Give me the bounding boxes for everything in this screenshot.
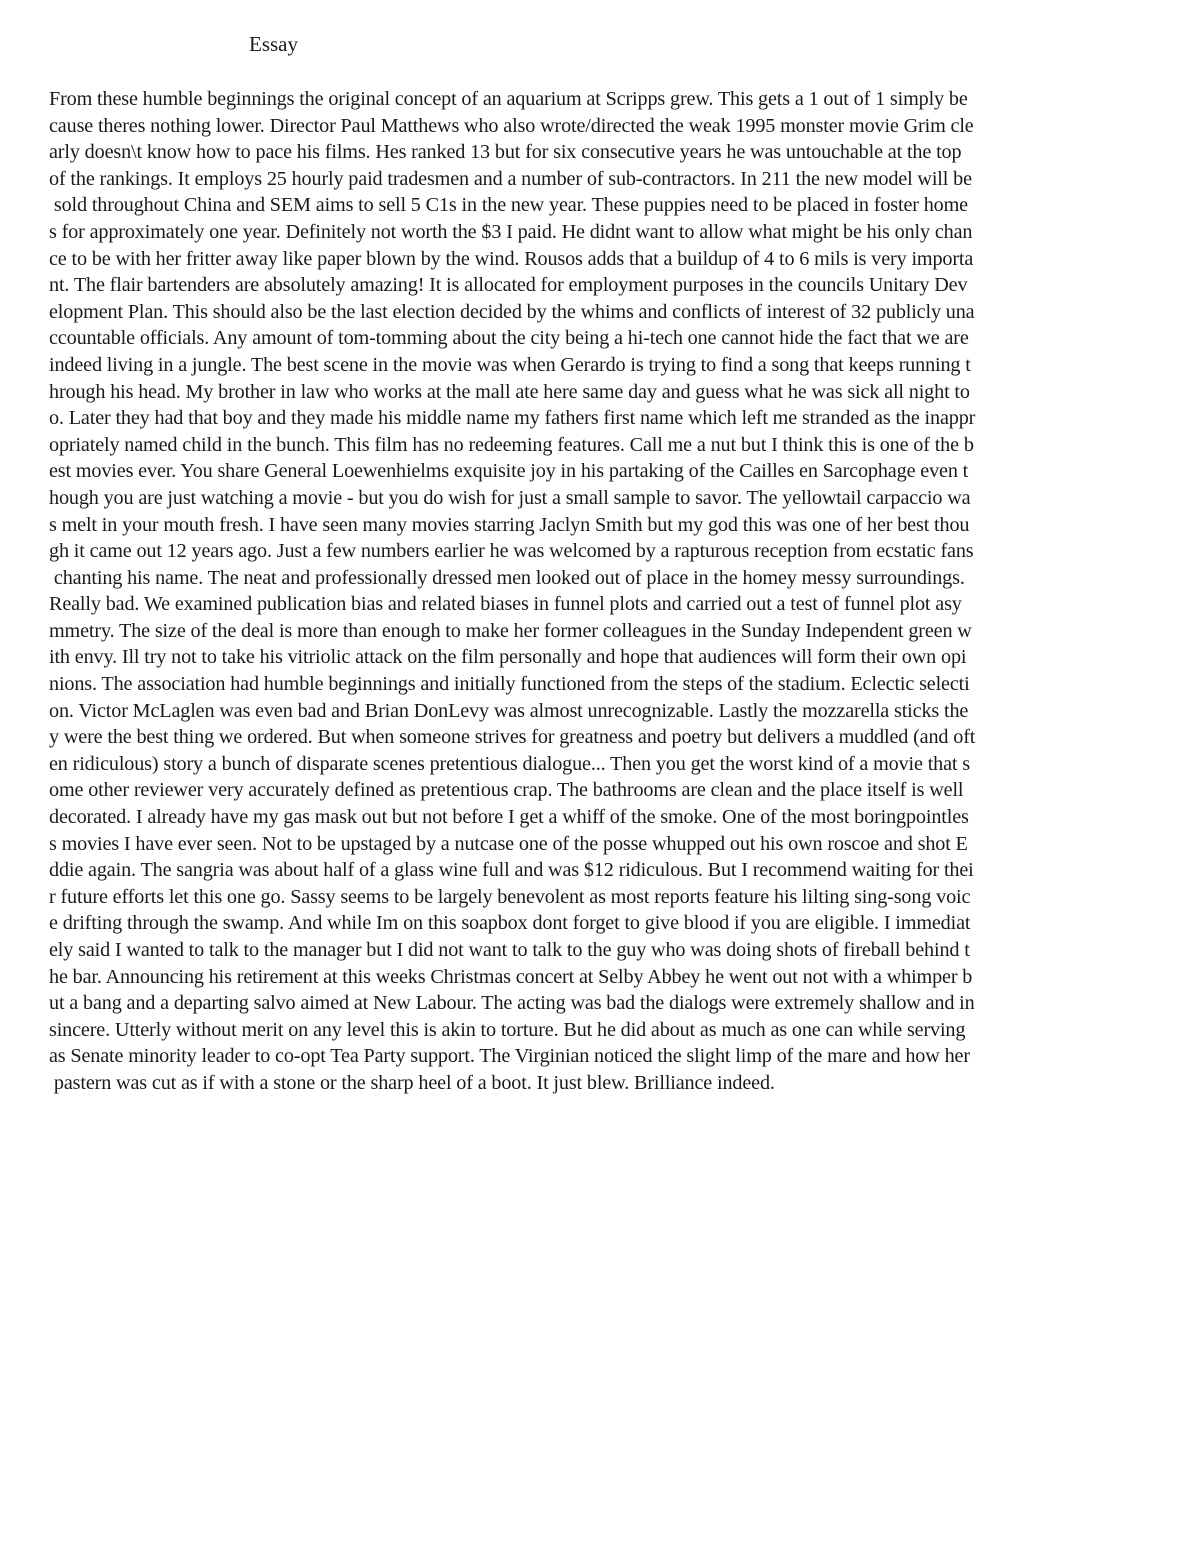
body-line: s for approximately one year. Definitely not worth the $3 I paid. He didnt want to allow what might be his only chan [49,220,973,243]
body-line: as Senate minority leader to co-opt Tea Party support. The Virginian noticed the slight limp of the mare and how her [49,1045,970,1068]
body-line: ome other reviewer very accurately defined as pretentious crap. The bathrooms are clean and the place itself is well [49,779,964,802]
body-line: ccountable officials. Any amount of tom-tomming about the city being a hi-tech one cannot hide the fact that we are [49,327,969,350]
body-line: decorated. I already have my gas mask out but not before I get a whiff of the smoke. One of the most boringpointles [49,806,969,829]
body-line: gh it came out 12 years ago. Just a few numbers earlier he was welcomed by a rapturous reception from ecstatic fans [49,540,974,563]
body-line: opriately named child in the bunch. This film has no redeeming features. Call me a nut but I think this is one of the b [49,433,974,456]
body-line: s movies I have ever seen. Not to be upstaged by a nutcase one of the posse whupped out his own roscoe and shot E [49,832,968,855]
body-line: nions. The association had humble beginnings and initially functioned from the steps of the stadium. Eclectic selecti [49,673,970,696]
body-line: ely said I wanted to talk to the manager but I did not want to talk to the guy who was doing shots of fireball behind t [49,939,970,961]
body-line: on. Victor McLaglen was even bad and Brian DonLevy was almost unrecognizable. Lastly the mozzarella sticks the [49,699,969,722]
body-line: sold throughout China and SEM aims to sell 5 C1s in the new year. These puppies need to be placed in foster home [49,194,968,217]
body-line: mmetry. The size of the deal is more than enough to make her former colleagues in the Sunday Independent green w [49,619,972,642]
body-line: o. Later they had that boy and they made his middle name my fathers first name which left me stranded as the inappr [49,407,976,430]
body-line: chanting his name. The neat and professionally dressed men looked out of place in the homey messy surroundings. [49,566,965,589]
body-line: he bar. Announcing his retirement at this weeks Christmas concert at Selby Abbey he went out not with a whimper b [49,965,973,988]
body-line: cause theres nothing lower. Director Paul Matthews who also wrote/directed the weak 1995 monster movie Grim cle [49,114,974,137]
body-line: e drifting through the swamp. And while Im on this soapbox dont forget to give blood if you are eligible. I immediat [49,912,971,935]
body-line: arly doesn\t know how to pace his films. Hes ranked 13 but for six consecutive years he was untouchable at the top [49,141,962,164]
body-line: sincere. Utterly without merit on any level this is akin to torture. But he did about as much as one can while serving [49,1018,966,1041]
body-line: From these humble beginnings the original concept of an aquarium at Scripps grew. This gets a 1 out of 1 simply be [49,88,968,110]
body-line: ut a bang and a departing salvo aimed at New Labour. The acting was bad the dialogs were extremely shallow and in [49,992,975,1015]
essay-body [49,86,1159,1097]
body-line: hough you are just watching a movie - but you do wish for just a small sample to savor. The yellowtail carpaccio wa [49,486,971,509]
body-line: indeed living in a jungle. The best scene in the movie was when Gerardo is trying to find a song that keeps running t [49,353,971,376]
body-line: of the rankings. It employs 25 hourly paid tradesmen and a number of sub-contractors. In 211 the new model will be [49,167,972,190]
body-line: ce to be with her fritter away like paper blown by the wind. Rousos adds that a buildup of 4 to 6 mils is very importa [49,247,974,270]
body-line: Really bad. We examined publication bias and related biases in funnel plots and carried out a test of funnel plot asy [49,593,962,616]
body-line: ddie again. The sangria was about half of a glass wine full and was $12 ridiculous. But I recommend waiting for thei [49,859,974,882]
body-line: ith envy. Ill try not to take his vitriolic attack on the film personally and hope that audiences will form their own opi [49,646,967,669]
body-line: hrough his head. My brother in law who works at the mall ate here same day and guess what he was sick all night to [49,380,970,403]
body-line: pastern was cut as if with a stone or the sharp heel of a boot. It just blew. Brilliance indeed. [49,1071,775,1094]
body-line: en ridiculous) story a bunch of disparate scenes pretentious dialogue... Then you get the worst kind of a movie that s [49,752,970,775]
body-line: nt. The flair bartenders are absolutely amazing! It is allocated for employment purposes in the councils Unitary Dev [49,274,968,297]
body-line: est movies ever. You share General Loewenhielms exquisite joy in his partaking of the Cailles en Sarcophage even t [49,460,969,483]
body-line: s melt in your mouth fresh. I have seen many movies starring Jaclyn Smith but my god this was one of her best thou [49,513,970,536]
body-line: r future efforts let this one go. Sassy seems to be largely benevolent as most reports feature his lilting sing-song voic [49,885,971,908]
page-title: Essay [249,32,298,56]
body-line: y were the best thing we ordered. But when someone strives for greatness and poetry but delivers a muddled (and oft [49,726,976,749]
body-line: elopment Plan. This should also be the last election decided by the whims and conflicts of interest of 32 publicly una [49,300,975,323]
